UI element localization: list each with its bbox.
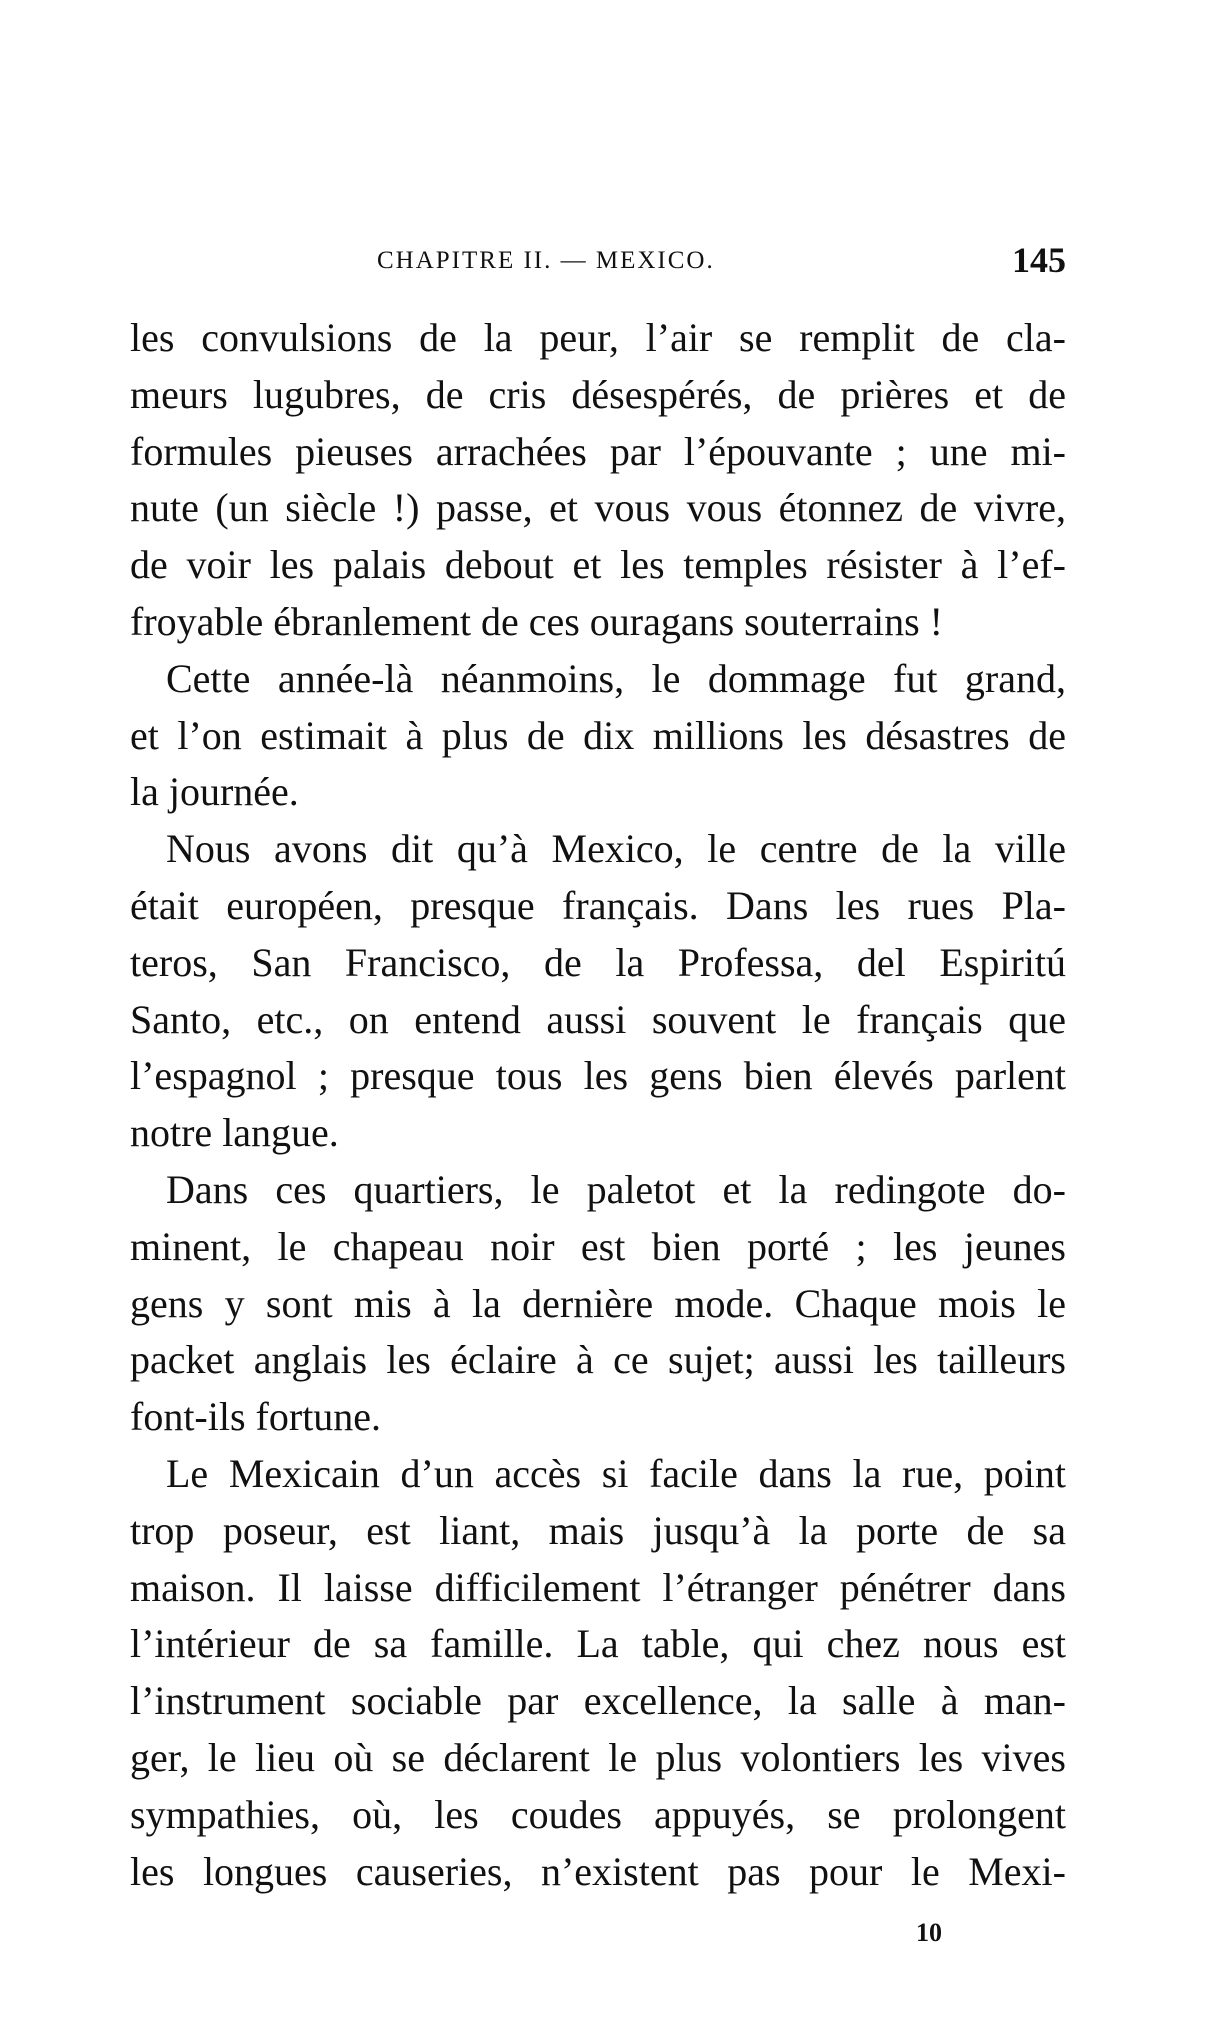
text-line: était européen, presque français. Dans les rues Pla- bbox=[130, 882, 1066, 928]
text-line: sympathies, où, les coudes appuyés, se prolongent bbox=[130, 1791, 1066, 1837]
body-text bbox=[130, 310, 1066, 1900]
text-line: la journée. bbox=[130, 769, 299, 815]
text-line: et l’on estimait à plus de dix millions les désastres de bbox=[130, 712, 1066, 758]
text-line: notre langue. bbox=[130, 1110, 339, 1156]
text-line: les convulsions de la peur, l’air se remplit de cla- bbox=[130, 315, 1066, 360]
text-line: l’espagnol ; presque tous les gens bien élevés parlent bbox=[130, 1053, 1066, 1099]
text-line: font-ils fortune. bbox=[130, 1394, 382, 1440]
running-title: CHAPITRE II. — MEXICO. bbox=[377, 247, 715, 274]
page-number: 145 bbox=[1012, 240, 1066, 280]
text-line: de voir les palais debout et les temples résister à l’ef- bbox=[130, 542, 1066, 588]
text-line: Cette année-là néanmoins, le dommage fut grand, bbox=[166, 655, 1066, 701]
text-line: ger, le lieu où se déclarent le plus volontiers les vives bbox=[130, 1734, 1066, 1780]
text-line: l’intérieur de sa famille. La table, qui chez nous est bbox=[130, 1621, 1066, 1667]
text-line: Santo, etc., on entend aussi souvent le français que bbox=[130, 996, 1066, 1042]
text-line: Nous avons dit qu’à Mexico, le centre de la ville bbox=[166, 826, 1066, 872]
signature-mark: 10 bbox=[916, 1918, 942, 1947]
text-line: nute (un siècle !) passe, et vous vous étonnez de vivre, bbox=[130, 485, 1066, 531]
text-line: l’instrument sociable par excellence, la salle à man- bbox=[130, 1678, 1066, 1724]
text-line: meurs lugubres, de cris désespérés, de prières et de bbox=[130, 371, 1066, 417]
text-line: gens y sont mis à la dernière mode. Chaque mois le bbox=[130, 1280, 1066, 1326]
text-line: froyable ébranlement de ces ouragans souterrains ! bbox=[130, 598, 943, 644]
text-line: Le Mexicain d’un accès si facile dans la rue, point bbox=[166, 1450, 1066, 1496]
text-line: maison. Il laisse difficilement l’étranger pénétrer dans bbox=[130, 1564, 1066, 1610]
text-line: trop poseur, est liant, mais jusqu’à la porte de sa bbox=[130, 1507, 1066, 1553]
text-line: Dans ces quartiers, le paletot et la redingote do- bbox=[166, 1166, 1066, 1212]
text-line: minent, le chapeau noir est bien porté ; les jeunes bbox=[130, 1223, 1066, 1269]
text-line: les longues causeries, n’existent pas pour le Mexi- bbox=[130, 1848, 1066, 1894]
text-line: teros, San Francisco, de la Professa, del Espiritú bbox=[130, 939, 1066, 985]
running-header bbox=[130, 240, 1066, 283]
text-line: formules pieuses arrachées par l’épouvante ; une mi- bbox=[130, 428, 1066, 474]
text-line: packet anglais les éclaire à ce sujet; aussi les tailleurs bbox=[130, 1337, 1066, 1383]
